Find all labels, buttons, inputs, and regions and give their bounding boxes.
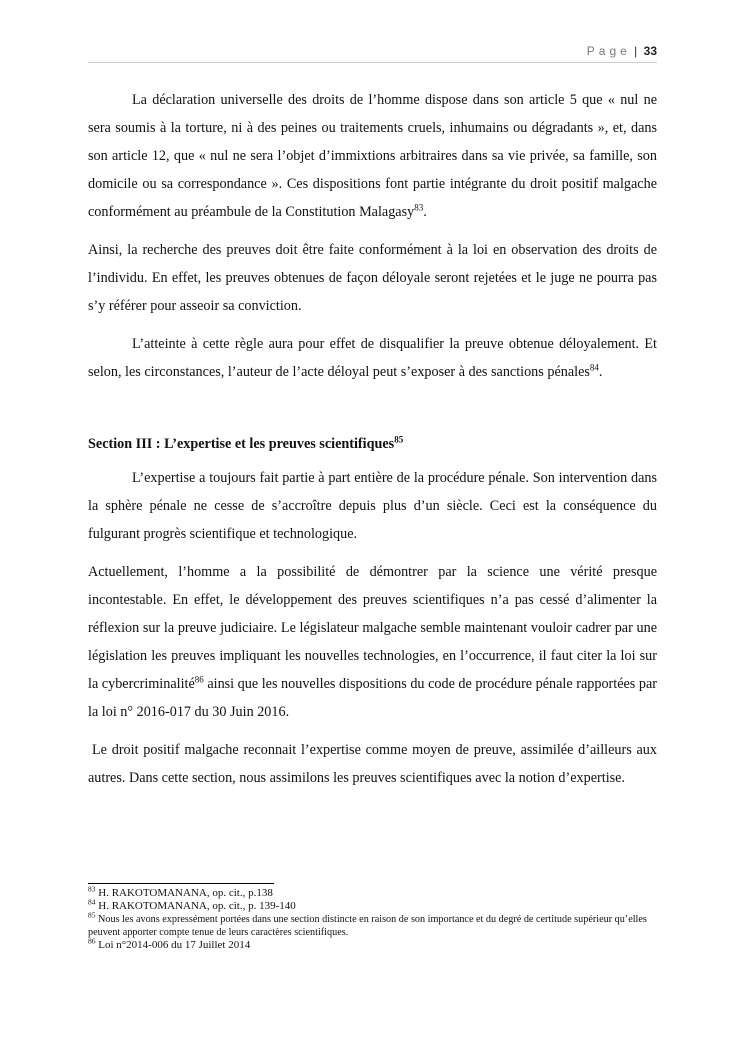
footnote-ref-83[interactable]: 83 [414,202,424,213]
footnote-ref-84[interactable]: 84 [589,362,599,373]
footnote-text: Loi n°2014-006 du 17 Juillet 2014 [95,939,251,951]
footnote-83 [88,884,657,900]
paragraph-4: L’expertise a toujours fait partie à part entière de la procédure pénale. Son intervention dans la sphère pénale ne cesse de s’accroître depuis plus d’un siècle. Ceci est la conséquence du fulgurant progrès scientifique et technologique. [88,470,657,542]
section-heading [88,430,657,458]
footnote-number: 83 [88,884,96,894]
paragraph-6: Le droit positif malgache reconnait l’expertise comme moyen de preuve, assimilée d’ailleurs aux autres. Dans cette section, nous assimilons les preuves scientifiques avec la notion d’expertise. [88,742,657,786]
paragraph-3-text: L’atteinte à cette règle aura pour effet de disqualifier la preuve obtenue déloyalement. Et selon, les circonstances, l’auteur de l’acte déloyal peut s’exposer à des sanctions pénales [88,336,657,380]
paragraph-5 [88,558,657,726]
footnote-ref-86[interactable]: 86 [194,674,204,685]
footnote-84 [88,897,657,913]
footnote-text: H. RAKOTOMANANA, op. cit., p. 139-140 [95,900,296,912]
footnote-text: H. RAKOTOMANANA, op. cit., p.138 [95,887,273,899]
footnotes [88,884,657,952]
paragraph-5-text: Actuellement, l’homme a la possibilité de démontrer par la science une vérité presque incontestable. En effet, le développement des preuves scientifiques n’a pas cessé d’alimenter la réflexion sur la preuve judiciaire. Le législateur malgache semble maintenant vouloir cadrer par une législation les preuves impliquant les nouvelles technologies, en l’occurrence, il faut citer la loi sur la cybercriminalité [88,564,657,692]
paragraph-3 [88,330,657,386]
paragraph-1-text: La déclaration universelle des droits de l’homme dispose dans son article 5 que « nul ne sera soumis à la torture, ni à des peines ou traitements cruels, inhumains ou dégradants », et, dans son article 12, que « nul ne sera l’objet d’immixtions arbitraires dans sa vie privée, sa famille, son domicile ou sa correspondance ». Ces dispositions font partie intégrante du droit positif malgache conformément au préambule de la Constitution Malagasy [88,92,657,220]
section-heading-text: Section III : L’expertise et les preuves scientifiques [88,436,395,452]
footnote-number: 84 [88,897,96,907]
footnote-text: Nous les avons expressément portées dans une section distincte en raison de son importance et du degré de certitude supérieur qu’elles peuvent apporter compte tenue de leurs caractères scientifiques. [88,914,647,938]
page-label: Page [586,44,631,58]
footnote-number: 85 [88,910,96,920]
footnote-ref-85[interactable]: 85 [394,434,404,445]
header-divider [88,62,657,63]
footnote-divider [88,883,274,884]
footnote-85 [88,910,657,939]
page-number: 33 [643,44,657,58]
page-header [587,44,657,58]
paragraph-1 [88,86,657,226]
page-separator: | [634,44,638,58]
document-body [88,86,657,802]
footnote-number: 86 [88,936,96,946]
paragraph-2: Ainsi, la recherche des preuves doit être faite conformément à la loi en observation des droits de l’individu. En effet, les preuves obtenues de façon déloyale seront rejetées et le juge ne pourra pas s’y référer pour asseoir sa conviction. [88,242,657,314]
paragraph-1-end: . [423,204,427,220]
paragraph-5-text-cont: ainsi que les nouvelles dispositions du code de procédure pénale rapportées par la loi n° 2016-017 du 30 Juin 2016. [88,676,657,720]
footnote-86 [88,936,657,952]
paragraph-3-end: . [598,364,603,380]
